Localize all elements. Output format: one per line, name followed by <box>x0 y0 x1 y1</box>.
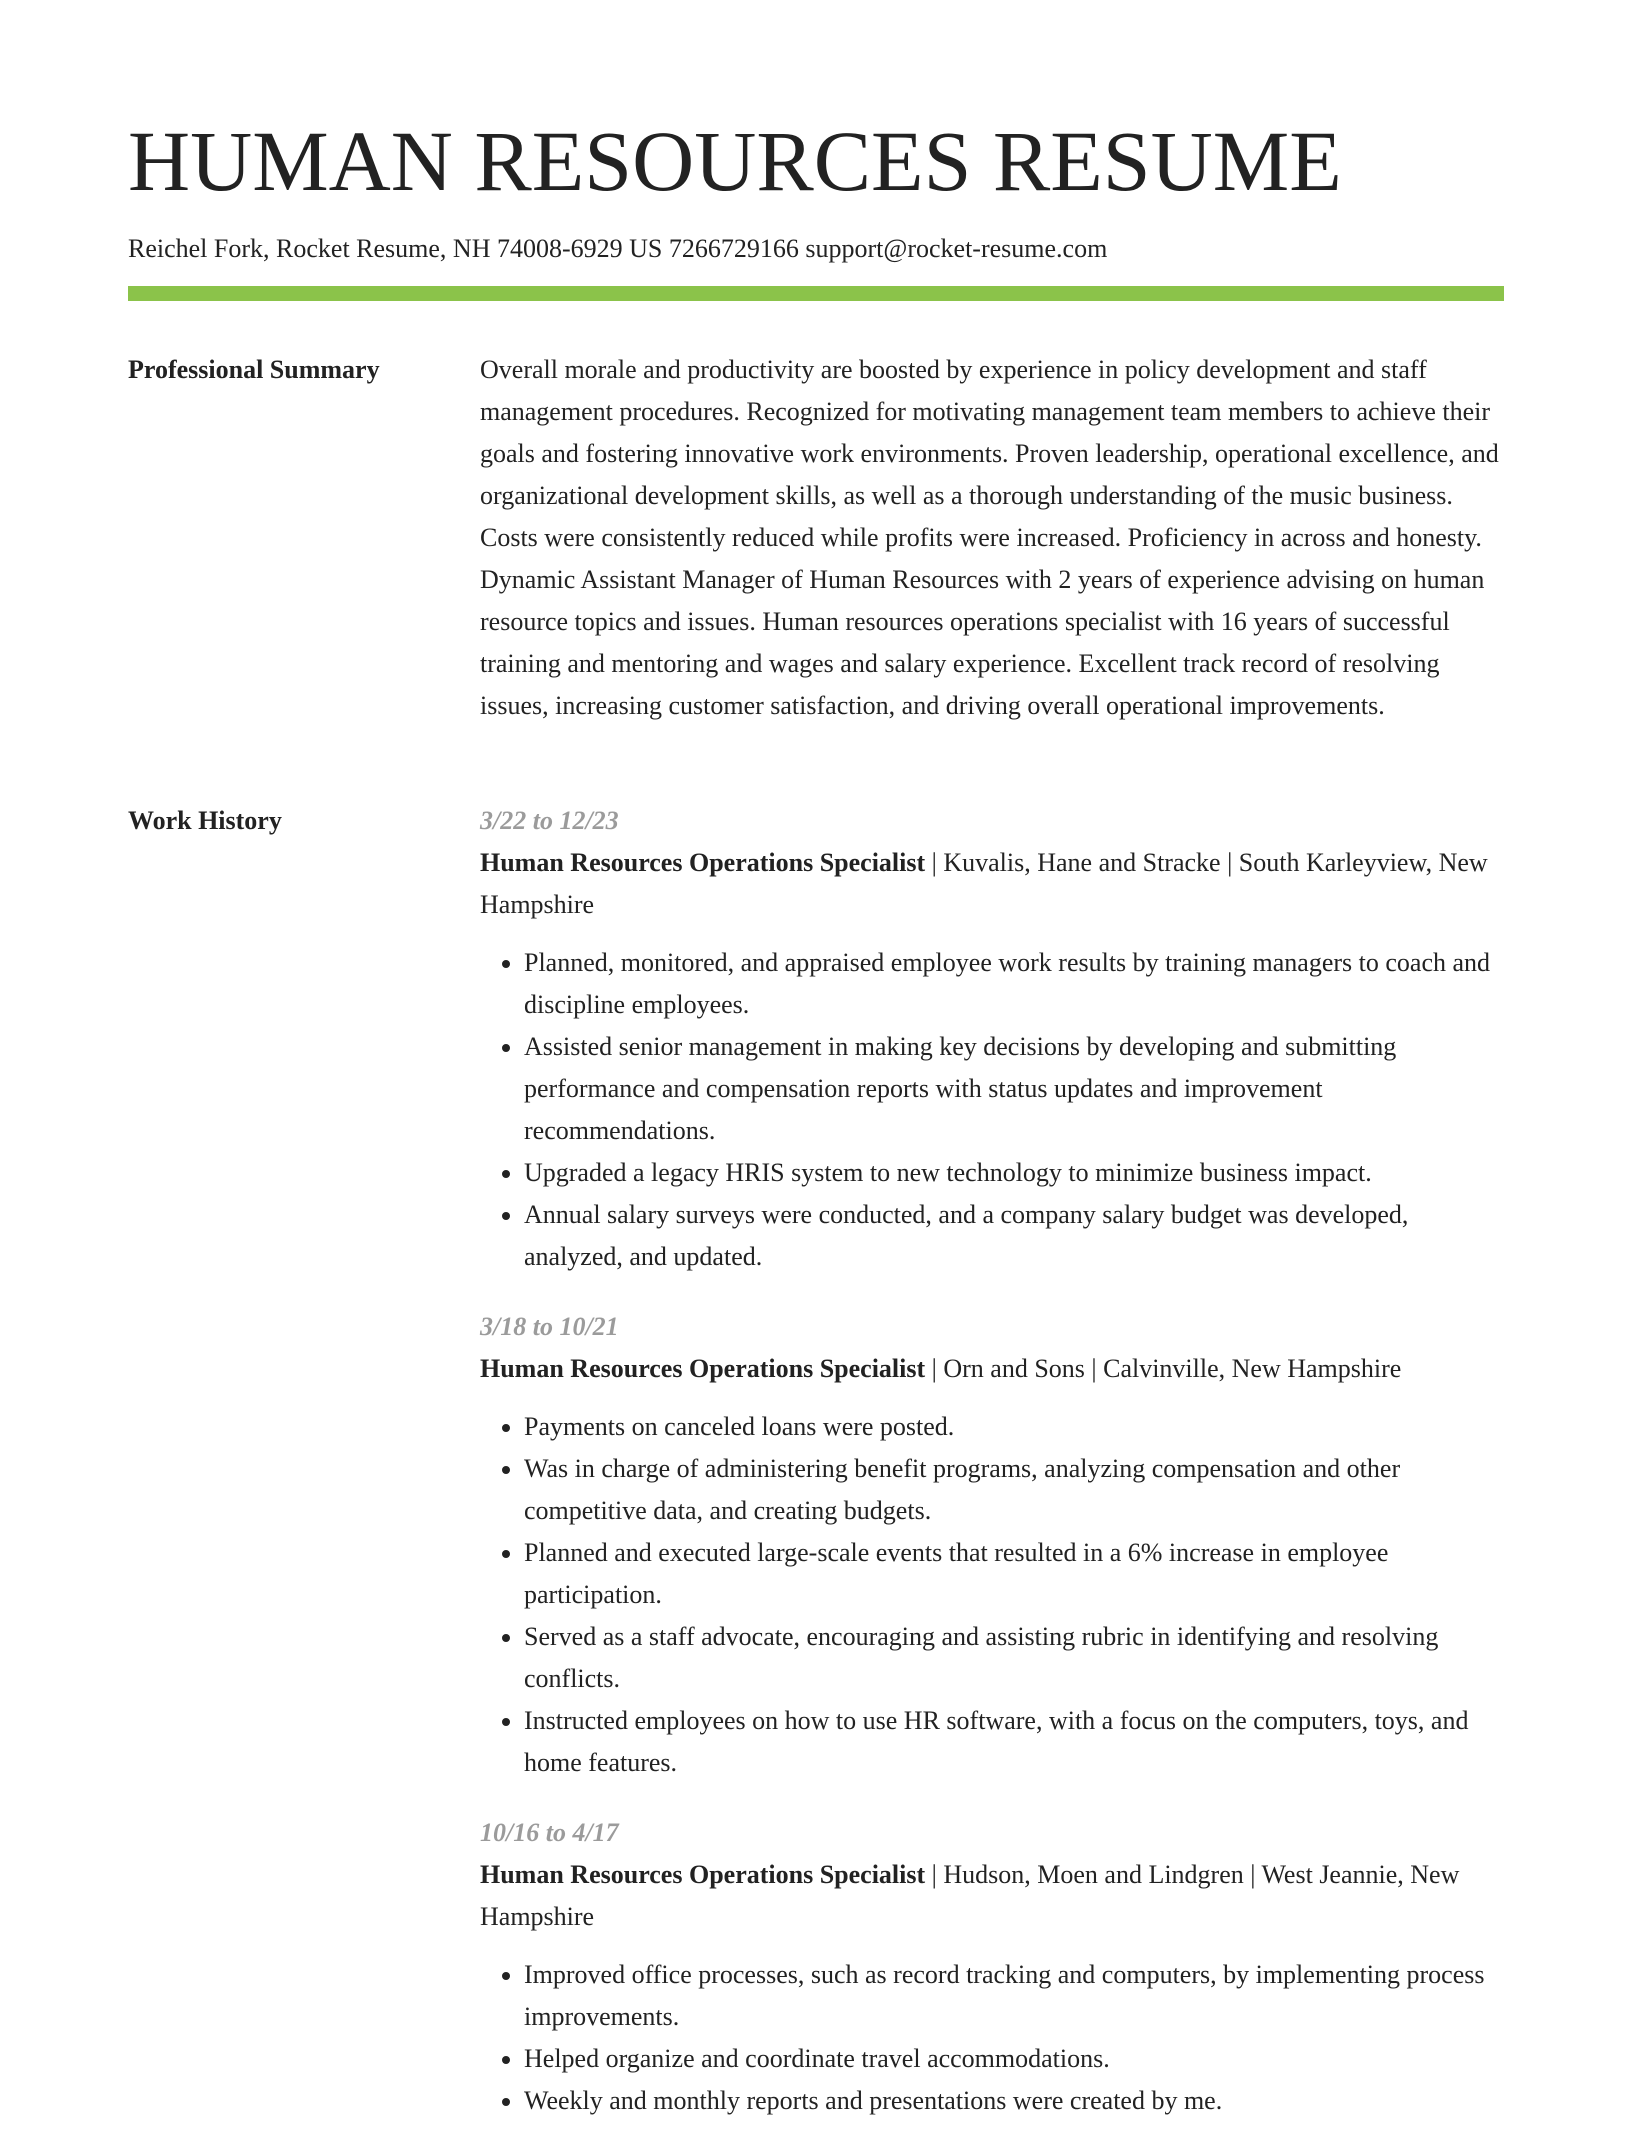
summary-text: Overall morale and productivity are boosted by experience in policy development and staff management procedures. Recognized for motivating management team members to achieve their goals and fostering innovative work environments. Proven leadership, operational excellence, and organizational development skills, as well as a thorough understanding of the music business. Costs were consistently reduced while profits were increased. Proficiency in across and honesty. Dynamic Assistant Manager of Human Resources with 2 years of experience advising on human resource topics and issues. Human resources operations specialist with 16 years of successful training and mentoring and wages and salary experience. Excellent track record of resolving issues, increasing customer satisfaction, and driving overall operational improvements. <box>480 355 1499 720</box>
page-title: HUMAN RESOURCES RESUME <box>128 113 1342 209</box>
job-bullet: • Was in charge of administering benefit programs, analyzing compensation and other competitive data, and creating budgets. <box>524 1448 1504 1532</box>
job-entry <box>480 1306 1504 1784</box>
job-entry <box>480 1812 1504 2122</box>
professional-summary-body <box>480 349 1504 727</box>
job-bullet: • Planned, monitored, and appraised employee work results by training managers to coach and discipline employees. <box>524 942 1504 1026</box>
job-bullet: • Payments on canceled loans were posted. <box>524 1406 1504 1448</box>
job-bullet: • Assisted senior management in making key decisions by developing and submitting performance and compensation reports with status updates and improvement recommendations. <box>524 1026 1504 1152</box>
job-dates: 3/18 to 10/21 <box>480 1312 619 1341</box>
job-employer-location: | Hudson, Moen and Lindgren | West Jeannie, New Hampshire <box>480 1860 1460 1931</box>
job-dates: 10/16 to 4/17 <box>480 1818 619 1847</box>
job-employer-location: | Orn and Sons | Calvinville, New Hampshire <box>925 1354 1402 1383</box>
job-bullet-list <box>480 942 1504 1278</box>
job-title: Human Resources Operations Specialist <box>480 1860 926 1889</box>
job-heading <box>480 842 1504 926</box>
job-bullet: • Instructed employees on how to use HR software, with a focus on the computers, toys, and home features. <box>524 1700 1504 1784</box>
job-heading <box>480 1854 1504 1938</box>
section-label-professional-summary: Professional Summary <box>128 355 380 384</box>
job-employer-location: | Kuvalis, Hane and Stracke | South Karleyview, New Hampshire <box>480 848 1488 919</box>
work-history-body <box>480 800 1504 2150</box>
job-bullet: • Planned and executed large-scale events that resulted in a 6% increase in employee participation. <box>524 1532 1504 1616</box>
job-heading <box>480 1348 1504 1390</box>
job-title: Human Resources Operations Specialist <box>480 848 926 877</box>
header-divider <box>128 286 1504 301</box>
job-bullet-list <box>480 1954 1504 2122</box>
job-bullet: • Annual salary surveys were conducted, and a company salary budget was developed, analyzed, and updated. <box>524 1194 1504 1278</box>
job-bullet-list <box>480 1406 1504 1784</box>
job-bullet: • Improved office processes, such as record tracking and computers, by implementing process improvements. <box>524 1954 1504 2038</box>
job-bullet: • Weekly and monthly reports and presentations were created by me. <box>524 2080 1504 2122</box>
job-entry <box>480 800 1504 1278</box>
job-bullet: • Upgraded a legacy HRIS system to new technology to minimize business impact. <box>524 1152 1504 1194</box>
job-dates: 3/22 to 12/23 <box>480 806 619 835</box>
section-label-work-history: Work History <box>128 806 282 835</box>
contact-info: Reichel Fork, Rocket Resume, NH 74008-6929 US 7266729166 support@rocket-resume.com <box>128 234 1108 263</box>
job-bullet: • Helped organize and coordinate travel accommodations. <box>524 2038 1504 2080</box>
job-bullet: • Served as a staff advocate, encouraging and assisting rubric in identifying and resolving conflicts. <box>524 1616 1504 1700</box>
job-title: Human Resources Operations Specialist <box>480 1354 926 1383</box>
